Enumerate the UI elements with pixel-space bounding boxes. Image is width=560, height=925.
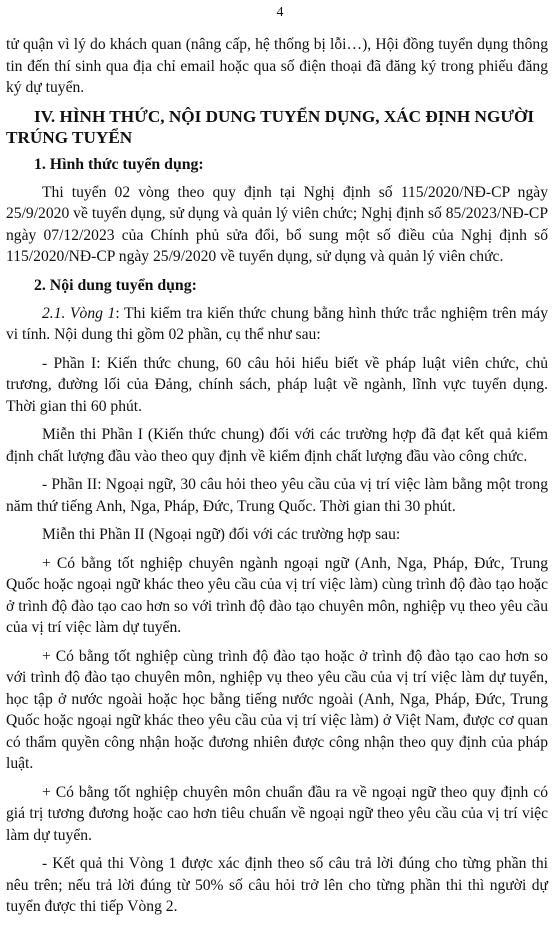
round-1-text: : Thi kiểm tra kiến thức chung bằng hình thức trắc nghiệm trên máy vi tính. Nội dung thi gồm 02 phần, cụ thể như sau:: [6, 304, 548, 343]
exemption-case-1: + Có bằng tốt nghiệp chuyên ngành ngoại ngữ (Anh, Nga, Pháp, Đức, Trung Quốc hoặc ngoại ngữ khác theo yêu cầu của vị trí việc làm) cùng trình độ đào tạo hoặc ở trình độ đào tạo cao hơn so với trình độ đào tạo chuyên môn, nghiệp vụ theo yêu cầu của vị trí việc làm dự tuyển.: [6, 554, 548, 636]
section-heading: IV. HÌNH THỨC, NỘI DUNG TUYỂN DỤNG, XÁC ĐỊNH NGƯỜI TRÚNG TUYỂN: [6, 106, 535, 147]
page-number: 4: [276, 5, 284, 20]
exemption-case-3: + Có bằng tốt nghiệp chuyên môn chuẩn đầu ra về ngoại ngữ theo quy định có giá trị tương đương hoặc cao hơn tiêu chuẩn về ngoại ngữ theo yêu cầu của vị trí việc làm dự tuyển.: [6, 783, 548, 844]
round-1-paragraph: [6, 303, 548, 346]
subsection-1-text: Thi tuyển 02 vòng theo quy định tại Nghị định số 115/2020/NĐ-CP ngày 25/9/2020 về tuyển dụng, sử dụng và quản lý viên chức; Nghị định số 85/2023/NĐ-CP ngày 07/12/2023 của Chính phủ sửa đổi, bổ sung một số điều của Nghị định số 115/2020/NĐ-CP ngày 25/9/2020 về tuyển dụng, sử dụng và quản lý viên chức.: [6, 183, 548, 265]
part-2-exemption: Miễn thi Phần II (Ngoại ngữ) đối với các trường hợp sau:: [42, 526, 401, 543]
part-1-exemption: Miễn thi Phần I (Kiến thức chung) đối với các trường hợp đã đạt kết quả kiểm định chất lượng đầu vào theo quy định về kiểm định chất lượng đầu vào công chức.: [6, 426, 548, 465]
subsection-2-heading: 2. Nội dung tuyển dụng:: [34, 276, 197, 294]
document-body: [6, 34, 548, 925]
part-2-paragraph: - Phần II: Ngoại ngữ, 30 câu hỏi theo yêu cầu của vị trí việc làm bằng một trong năm thứ tiếng Anh, Nga, Pháp, Đức, Trung Quốc. Thời gian thi 30 phút.: [6, 476, 548, 515]
round-1-label: 2.1. Vòng 1: [42, 304, 116, 322]
part-1-paragraph: - Phần I: Kiến thức chung, 60 câu hỏi hiểu biết về pháp luật viên chức, chủ trương, đường lối của Đảng, chính sách, pháp luật về ngành, lĩnh vực tuyển dụng. Thời gian thi 60 phút.: [6, 354, 548, 415]
intro-paragraph: tử quận vì lý do khách quan (nâng cấp, hệ thống bị lỗi…), Hội đồng tuyển dụng thông tin đến thí sinh qua địa chỉ email hoặc qua số điện thoại đã đăng ký trong phiếu đăng ký dự tuyển.: [6, 36, 548, 96]
exemption-case-2: + Có bằng tốt nghiệp cùng trình độ đào tạo hoặc ở trình độ đào tạo cao hơn so với trình độ đào tạo chuyên môn, nghiệp vụ theo yêu cầu của vị trí việc làm dự tuyển, học tập ở nước ngoài hoặc học bằng tiếng nước ngoài (Anh, Nga, Pháp, Đức, Trung Quốc hoặc ngoại ngữ khác theo yêu cầu của vị trí việc làm) ở Việt Nam, được cơ quan có thẩm quyền công nhận hoặc đương nhiên được công nhận theo quy định của pháp luật.: [6, 647, 548, 772]
round-1-result: - Kết quả thi Vòng 1 được xác định theo số câu trả lời đúng cho từng phần thi nêu trên; nếu trả lời đúng từ 50% số câu hỏi trở lên cho từng phần thi thì người dự tuyển được thi tiếp Vòng 2.: [6, 855, 548, 915]
subsection-1-heading: 1. Hình thức tuyển dụng:: [34, 155, 204, 173]
